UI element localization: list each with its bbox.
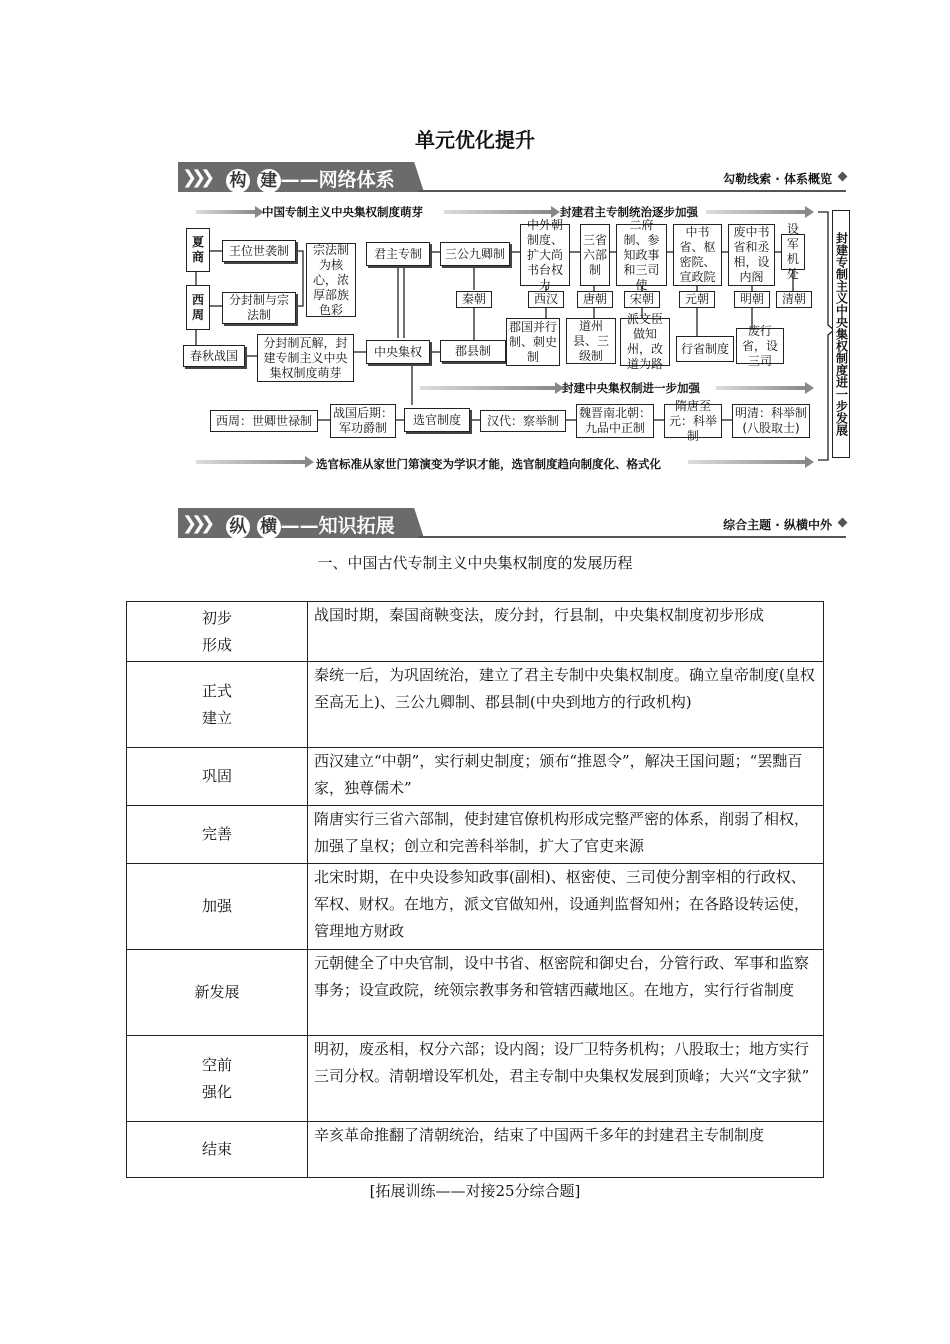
box-xuanguan: 选官制度: [404, 408, 470, 432]
box-junguo: 郡国并行制、刺史制: [506, 318, 560, 366]
box-suitang: 隋唐至元：科举制: [664, 404, 722, 438]
section-heading: 一、中国古代专制主义中央集权制度的发展历程: [317, 554, 633, 572]
banner-title: ——网络体系: [280, 169, 395, 191]
description-cell: 西汉建立“中朝”，实行刺史制度；颁布“推恩令”，解决王国问题；“罢黜百家，独尊儒术”: [308, 748, 824, 806]
box-xizhou: 西周: [186, 285, 210, 330]
stage-cell: [127, 950, 308, 1036]
box-song: 宋朝: [624, 291, 660, 308]
banner-subtitle: 综合主题 · 纵横中外: [723, 518, 832, 532]
box-feixing: 废行省，设三司: [736, 328, 784, 364]
description-cell: 明初，废丞相，权分六部；设内阁；设厂卫特务机构；八股取士；地方实行三司分权。清朝增设军机处，君主专制中央集权发展到顶峰；大兴“文字狱”: [308, 1036, 824, 1122]
stage-label: 初步: [201, 608, 232, 627]
box-wangwei: 王位世袭制: [222, 240, 296, 262]
box-side-summary: 封建专制主义中央集权制度进一步发展: [832, 210, 850, 458]
banner-subtitle: 勾勒线索 · 体系概览: [723, 172, 832, 186]
box-weijin: 魏晋南北朝：九品中正制: [576, 404, 654, 438]
box-junzhu: 君主专制: [366, 242, 430, 266]
box-sangong: 三公九卿制: [440, 242, 510, 266]
box-zhongwai: 中外朝制度、扩大尚书台权力: [520, 224, 570, 286]
table-row: [127, 748, 824, 806]
stage-label: 结束: [201, 1140, 232, 1158]
diagram-caption-bottom: 选官标准从家世门第演变为学识才能，选官制度趋向制度化、格式化: [316, 457, 661, 471]
box-paiwen: 派文臣做知州，改道为路: [620, 318, 670, 366]
description-cell: 元朝健全了中央官制，设中书省、枢密院和御史台，分管行政、军事和监察事务；设宣政院，统领宗教事务和管辖西藏地区。在地方，实行行省制度: [308, 950, 824, 1036]
banner-char-1: 构: [226, 169, 250, 193]
stage-label: 完善: [201, 825, 232, 843]
description-cell: 辛亥革命推翻了清朝统治，结束了中国两千多年的封建君主专制制度: [308, 1122, 824, 1178]
table-row: [127, 602, 824, 662]
page-title: 单元优化提升: [415, 128, 535, 152]
description-cell: 北宋时期，在中央设参知政事(副相)、枢密使、三司使分割宰相的行政权、军权、财权。在地方，派文官做知州，设通判监督知州；在各路设转运使，管理地方财政: [308, 864, 824, 950]
stage-cell: [127, 864, 308, 950]
table-row: [127, 1036, 824, 1122]
box-daozhou: 道州县、三级制: [566, 318, 616, 364]
stage-label: 空前: [201, 1055, 232, 1074]
box-sansheng: 三省六部制: [580, 224, 610, 286]
box-zhongshu: 中书省、枢密院、宣政院: [673, 224, 722, 286]
box-fenfeng: 分封制与宗法制: [222, 292, 296, 324]
diagram-caption-top-left: 中国专制主义中央集权制度萌芽: [262, 205, 423, 219]
table-row: [127, 1122, 824, 1178]
description-cell: 隋唐实行三省六部制，使封建官僚机构形成完整严密的体系，削弱了相权，加强了皇权；创立和完善科举制，扩大了官吏来源: [308, 806, 824, 864]
chevron-icon: ❯❯❯: [182, 513, 210, 534]
box-qing: 清朝: [776, 291, 812, 308]
box-zongfa: 宗法制为核心，浓厚部族色彩: [306, 243, 356, 317]
box-xihan: 西汉: [528, 291, 564, 308]
box-ming: 明朝: [734, 291, 770, 308]
description-cell: 秦统一后，为巩固统治，建立了君主专制中央集权制度。确立皇帝制度(皇权至高无上)、三公九卿制、郡县制(中央到地方的行政机构): [308, 662, 824, 748]
stage-cell: [127, 748, 308, 806]
box-yuan: 元朝: [679, 291, 715, 308]
box-sheju: 设军机处: [781, 234, 805, 270]
banner-title: ——知识拓展: [280, 515, 395, 537]
stage-label: 巩固: [201, 767, 232, 785]
stage-label: 正式: [201, 681, 232, 700]
box-qin: 秦朝: [456, 291, 492, 308]
box-tang: 唐朝: [577, 291, 613, 308]
box-hanchaju: 汉代：察举制: [480, 410, 566, 432]
diagram-caption-top-right: 封建君主专制统治逐步加强: [560, 205, 698, 219]
stage-label: 加强: [201, 897, 232, 915]
box-xiashang: 夏商: [186, 228, 210, 272]
banner-char-2: 建: [257, 169, 281, 193]
stage-label: 建立: [201, 708, 232, 727]
diamond-icon: [838, 518, 848, 528]
stage-cell: [127, 662, 308, 748]
box-fenfeng-wajie: 分封制瓦解，封建专制主义中央集权制度萌芽: [257, 334, 354, 382]
box-zhanguo-jungong: 战国后期：军功爵制: [330, 404, 396, 438]
box-feizhong: 废中书省和丞相，设内阁: [728, 224, 775, 286]
banner-char-2: 横: [257, 515, 281, 539]
stage-label: 形成: [201, 635, 232, 654]
history-table: [126, 601, 824, 1178]
stage-label: 新发展: [194, 983, 240, 1001]
box-junxian: 郡县制: [440, 340, 506, 362]
box-xingsheng: 行省制度: [676, 336, 734, 362]
box-chunqiu: 春秋战国: [183, 345, 245, 367]
box-erfu: 二府制、参知政事和三司使: [616, 224, 667, 286]
description-cell: 战国时期，秦国商鞅变法，废分封，行县制，中央集权制度初步形成: [308, 602, 824, 662]
table-row: [127, 864, 824, 950]
stage-cell: [127, 1122, 308, 1178]
chevron-icon: ❯❯❯: [182, 167, 210, 188]
table-row: [127, 806, 824, 864]
stage-cell: [127, 1036, 308, 1122]
diagram-caption-mid: 封建中央集权制进一步加强: [562, 381, 700, 395]
stage-cell: [127, 806, 308, 864]
box-xizhou-shiqing: 西周：世卿世禄制: [210, 410, 318, 432]
table-row: [127, 950, 824, 1036]
box-mingqing: 明清：科举制(八股取士): [732, 404, 810, 438]
stage-label: 强化: [201, 1082, 232, 1101]
stage-cell: [127, 602, 308, 662]
banner-knowledge: [178, 508, 846, 538]
table-row: [127, 662, 824, 748]
footer-note: [拓展训练——对接25分综合题]: [369, 1182, 581, 1200]
banner-char-1: 纵: [226, 515, 250, 539]
box-zhongyang: 中央集权: [366, 340, 430, 364]
